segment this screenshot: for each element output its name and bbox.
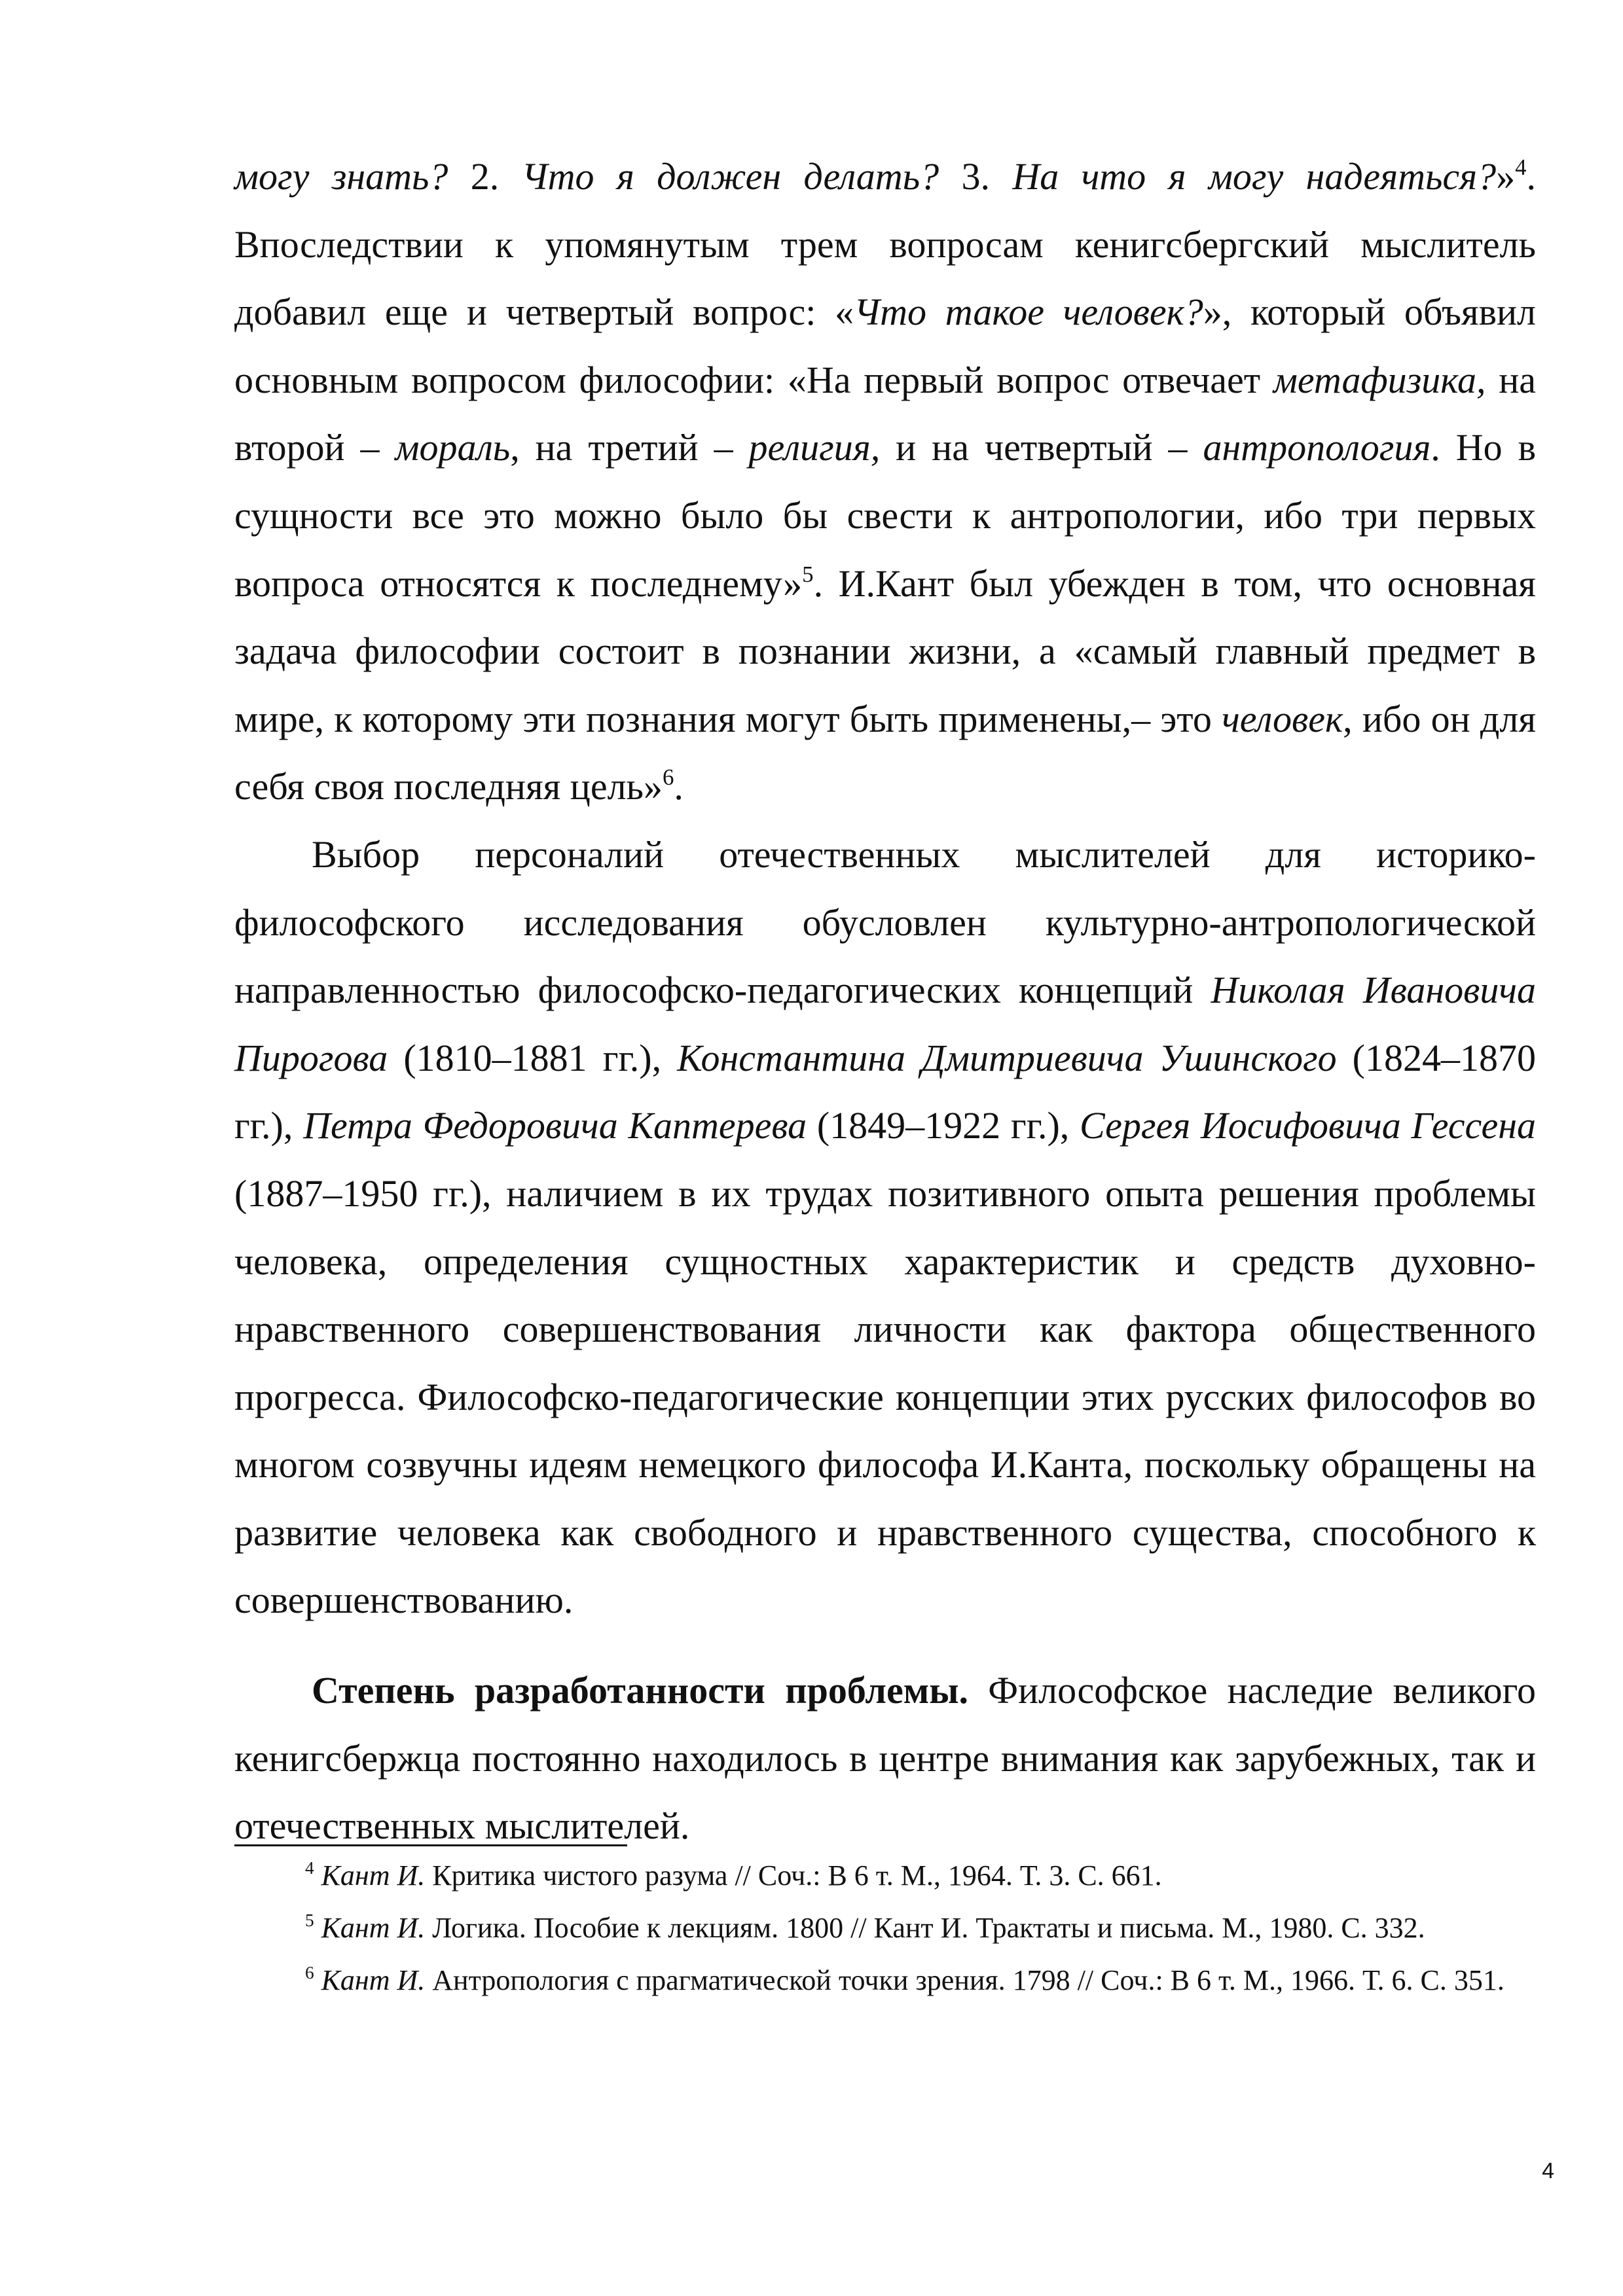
body-text <box>234 143 1536 1860</box>
question-4: Что такое человек? <box>854 291 1203 334</box>
paragraph-personalities: Выбор персоналий отечественных мыслителей для историко-философского исследования обусловлен культурно-антропологической направленностью философско-педагогических концепций Николая Ивановича Пирогова (1810–1881 гг.), Константина Дмитриевича Ушинского (1824–1870 гг.), Петра Федоровича Каптерева (1849–1922 гг.), Сергея Иосифовича Гессена (1887–1950 гг.), наличием в их трудах позитивного опыта решения проблемы человека, определения сущностных характеристик и средств духовно-нравственного совершенствования личности как фактора общественного прогресса. Философско-педагогические концепции этих русских философов во многом созвучны идеям немецкого философа И.Канта, поскольку обращены на развитие человека как свободного и нравственного существа, способного к совершенствованию. <box>234 833 1536 1622</box>
name-kapterev: Петра Федоровича Каптерева <box>303 1104 807 1147</box>
paragraph-development-degree: Степень разработанности проблемы. Философское наследие великого кенигсбержца постоянно находилось в центре внимания как зарубежных, так и отечественных мыслителей. <box>234 1669 1536 1848</box>
section-heading: Степень разработанности проблемы. <box>312 1669 968 1712</box>
footnote-5: $^5$ Кант И. Логика. Пособие к лекциям. 1800 // Кант И. Трактаты и письма. М., 1980. С. 332. <box>305 1910 1425 1944</box>
term-morality: мораль <box>395 426 511 469</box>
footnote-ref-6: 6 <box>662 764 674 791</box>
term-metaphysics: метафизика, <box>1273 358 1486 401</box>
name-pirogov: Николая Ивановича Пирогова <box>234 969 1536 1079</box>
footnote-ref-5: 5 <box>802 561 814 587</box>
term-person: человек <box>1222 697 1343 740</box>
footnote-ref-4: 4 <box>1515 154 1527 180</box>
footnote-6: $^6$ Кант И. Антропология с прагматической точки зрения. 1798 // Соч.: В 6 т. М., 1966. Т. 6. С. 351. <box>305 1962 1504 1996</box>
question-1: могу знать? <box>234 155 448 198</box>
footnotes <box>234 1854 1536 2011</box>
paragraph-kant-questions: могу знать? 2. Что я должен делать? 3. На что я могу надеяться?»$^4$. Впоследствии к упомянутым трем вопросам кенигсбергский мыслитель добавил еще и четвертый вопрос: «Что такое человек?», который объявил основным вопросом философии: «На первый вопрос отвечает метафизика, на второй – мораль, на третий – религия, и на четвертый – антропология. Но в сущности все это можно было бы свести к антропологии, ибо три первых вопроса относятся к последнему»$^5$. И.Кант был убежден в том, что основная задача философии состоит в познании жизни, а «самый главный предмет в мире, к которому эти познания могут быть применены,– это человек, ибо он для себя своя последняя цель»$^6$. <box>234 154 1537 808</box>
name-ushinsky: Константина Дмитриевича Ушинского <box>677 1036 1337 1079</box>
question-2: Что я должен делать? <box>521 155 939 198</box>
term-religion: религия, <box>748 426 881 469</box>
name-gessen: Сергея Иосифовича Гессена <box>1080 1104 1536 1147</box>
footnote-separator <box>234 1844 627 1846</box>
footnote-4: $^4$ Кант И. Критика чистого разума // Соч.: В 6 т. М., 1964. Т. 3. С. 661. <box>305 1857 1162 1892</box>
question-3: На что я могу надеяться? <box>1012 155 1497 198</box>
term-anthropology: антропология <box>1203 426 1431 469</box>
page-number: 4 <box>1542 2159 1554 2183</box>
